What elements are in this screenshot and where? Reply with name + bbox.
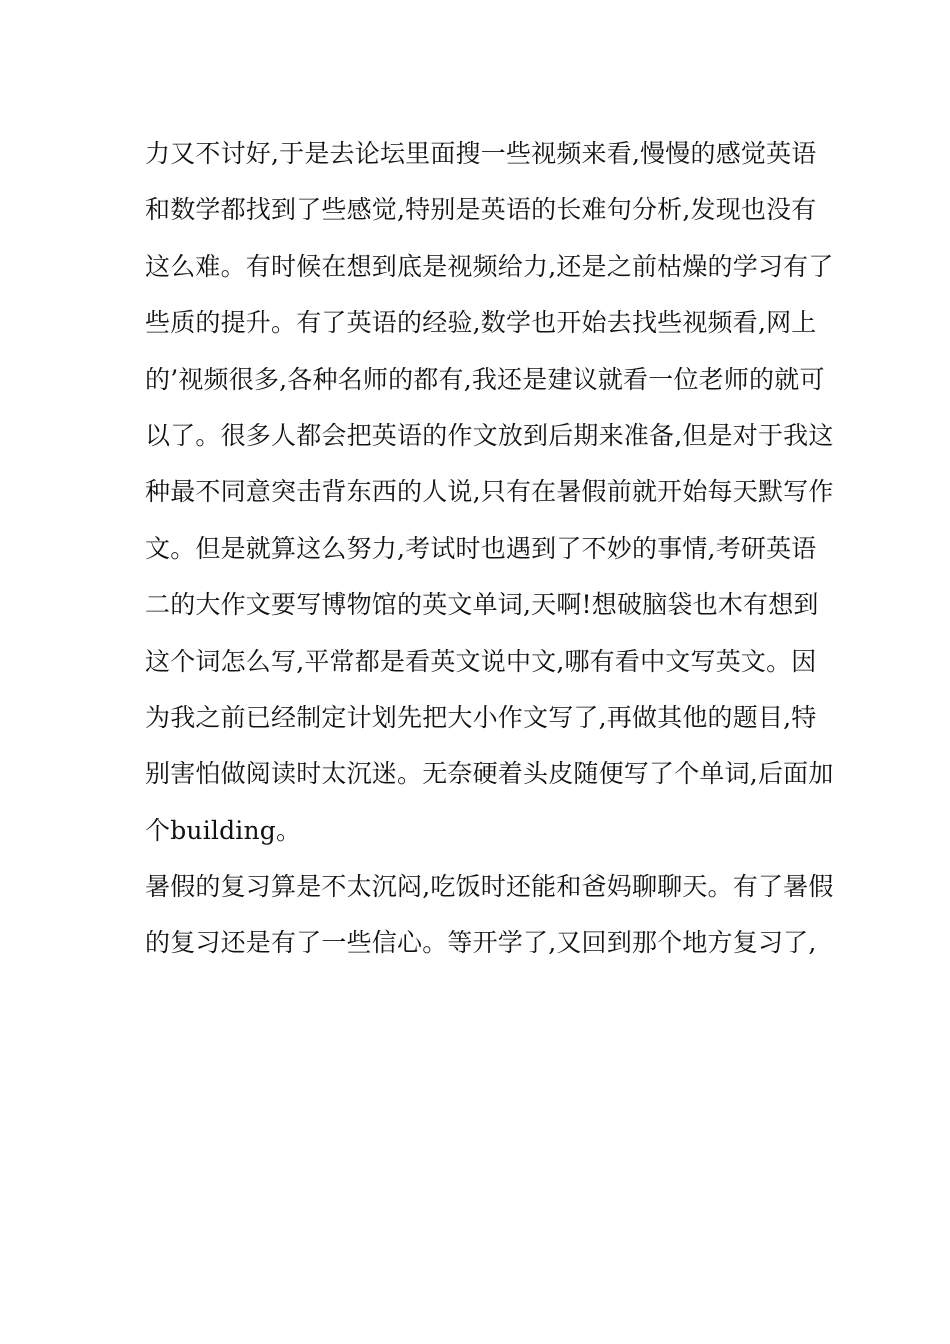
- text-line: 这个词怎么写,平常都是看英文说中文,哪有看中文写英文。因: [145, 646, 817, 676]
- text-line: 力又不讨好,于是去论坛里面搜一些视频来看,慢慢的感觉英语: [145, 139, 817, 168]
- body-text: [145, 126, 834, 972]
- text-line: 暑假的复习算是不太沉闷,吃饭时还能和爸妈聊聊天。有了暑假: [145, 872, 834, 902]
- text-line: 的’视频很多,各种名师的都有,我还是建议就看一位老师的就可: [145, 364, 825, 394]
- text-line: 为我之前已经制定计划先把大小作文写了,再做其他的题目,特: [145, 702, 817, 732]
- text-line: 二的大作文要写博物馆的英文单词,天啊!想破脑袋也木有想到: [145, 590, 819, 620]
- text-line: 种最不同意突击背东西的人说,只有在暑假前就开始每天默写作: [145, 477, 834, 507]
- text-line: 个building。: [145, 815, 302, 845]
- text-line: 和数学都找到了些感觉,特别是英语的长难句分析,发现也没有: [145, 195, 817, 225]
- text-line: 文。但是就算这么努力,考试时也遇到了不妙的事情,考研英语: [145, 533, 817, 563]
- text-line: 别害怕做阅读时太沉迷。无奈硬着头皮随便写了个单词,后面加: [145, 759, 834, 789]
- text-line: 的复习还是有了一些信心。等开学了,又回到那个地方复习了,: [145, 928, 817, 958]
- text-line: 以了。很多人都会把英语的作文放到后期来准备,但是对于我这: [145, 420, 834, 450]
- text-line: 些质的提升。有了英语的经验,数学也开始去找些视频看,网上: [145, 308, 817, 338]
- text-line: 这么难。有时候在想到底是视频给力,还是之前枯燥的学习有了: [145, 251, 834, 281]
